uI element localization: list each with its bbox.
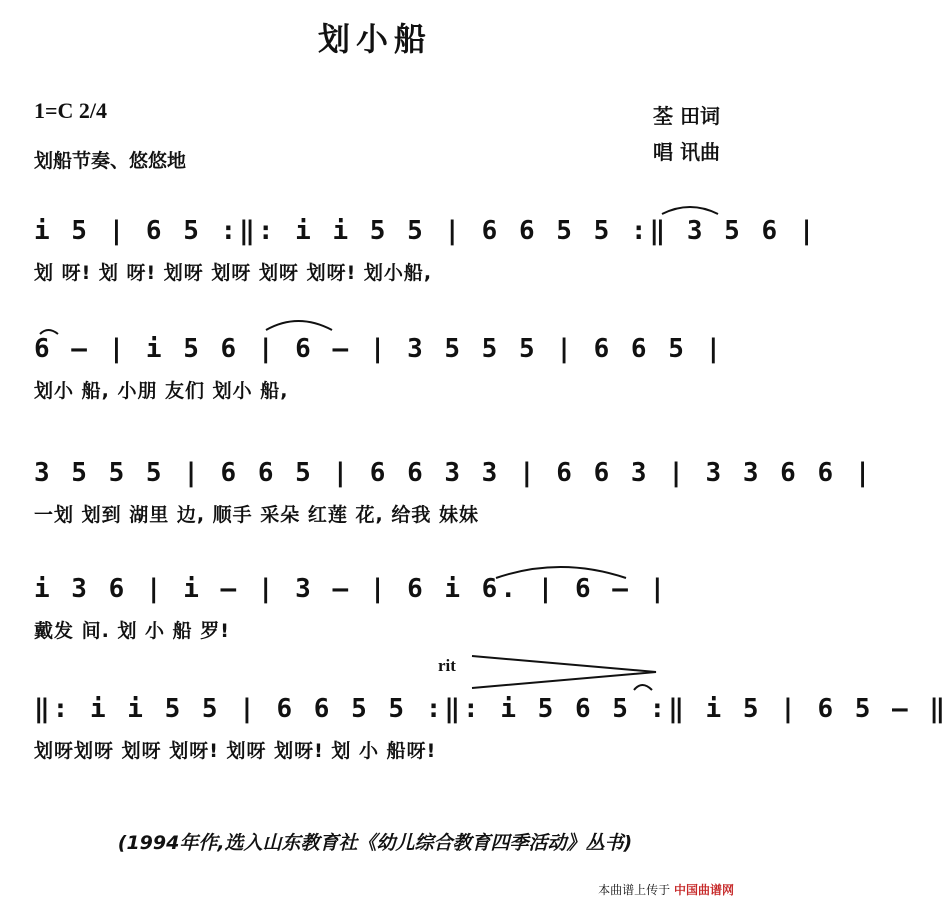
slur-mark xyxy=(662,207,718,214)
key-signature: 1=C 2/4 xyxy=(34,98,108,123)
staff-lyrics: 划 呀! 划 呀! 划呀 划呀 划呀 划呀! 划小船, xyxy=(34,262,433,284)
staff-lyrics: 划小 船, 小朋 友们 划小 船, xyxy=(34,380,289,402)
tempo-marking: 划船节奏、悠悠地 xyxy=(34,150,187,172)
staff-notes: 3 5 5 5 | 6 6 5 | 6 6 3 3 | 6 6 3 | 3 3 6 6 | xyxy=(34,458,874,488)
upload-credit xyxy=(598,881,734,898)
song-title: 划小船 xyxy=(317,20,432,58)
slur-mark xyxy=(40,330,58,334)
lyricist-credit: 荃 田词 xyxy=(653,104,720,128)
fermata-mark xyxy=(634,685,652,690)
staff-notes: i 3 6 | i — | 3 — | 6 i 6. | 6 — | xyxy=(34,574,669,604)
staff-notes: ‖: i i 5 5 | 6 6 5 5 :‖: i 5 6 5 :‖ i 5 | 6 5 — ‖ xyxy=(34,694,948,724)
decrescendo-mark xyxy=(472,656,656,688)
slur-mark xyxy=(496,567,626,578)
staff-lyrics: 戴发 间. 划 小 船 罗! xyxy=(34,620,230,642)
staff-lyrics: 划呀划呀 划呀 划呀! 划呀 划呀! 划 小 船呀! xyxy=(34,740,437,762)
brand-logo: 中国曲谱网 xyxy=(673,883,734,897)
slur-mark xyxy=(266,321,332,330)
staff-notes: 6 — | i 5 6 | 6 — | 3 5 5 5 | 6 6 5 | xyxy=(34,334,725,364)
staff-notes: i 5 | 6 5 :‖: i i 5 5 | 6 6 5 5 :‖ 3 5 6 | xyxy=(34,216,818,246)
staff-lyrics: 一划 划到 湖里 边, 顺手 采朵 红莲 花, 给我 妹妹 xyxy=(34,504,479,526)
upload-text: 本曲谱上传于 xyxy=(598,883,671,897)
rit-marking: rit xyxy=(438,656,456,675)
publication-note: (1994年作,选入山东教育社《幼儿综合教育四季活动》丛书) xyxy=(117,832,633,854)
composer-credit: 唱 讯曲 xyxy=(653,140,720,164)
